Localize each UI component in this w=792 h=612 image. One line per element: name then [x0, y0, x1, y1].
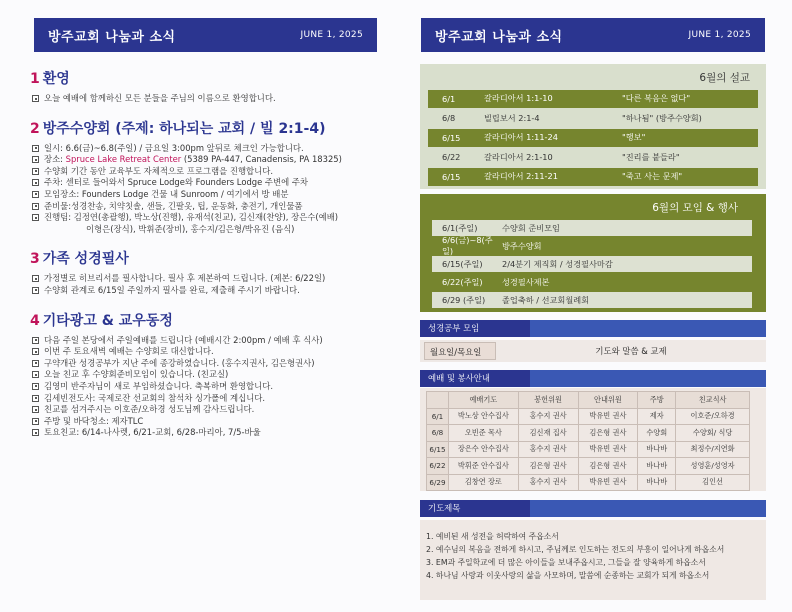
list-item — [30, 358, 385, 370]
section-number: 1 — [30, 71, 40, 87]
item-text: 토요친교: 6/14-나사렛, 6/21-교회, 6/28-마리아, 7/5-바울 — [44, 427, 261, 438]
list-item — [30, 335, 385, 347]
table-cell: 김창연 장로 — [448, 474, 518, 491]
sermon-row — [428, 90, 758, 108]
item-text: 일시: 6.6(금)~6.8(주일) / 금요일 3:00pm 앞뒤로 체크인 가능합니다. — [44, 142, 304, 153]
bullet-icon — [32, 275, 39, 282]
section-title-text: 방주수양회 (주제: 하나되는 교회 / 빌 2:1-4) — [42, 120, 326, 137]
events-schedule-title: 6월의 모임 & 행사 — [652, 202, 738, 214]
left-page-header — [34, 18, 377, 52]
prayer-heading: 기도제목 — [420, 500, 528, 517]
prayer-item: 4. 하나님 사랑과 이웃사랑의 삶을 사모하며, 말씀에 순종하는 교회가 되게 하옵소서 — [426, 571, 710, 580]
bullet-icon — [32, 179, 39, 186]
column-header: 친교식사 — [676, 392, 750, 409]
study-heading-bar — [420, 320, 766, 337]
bullet-icon — [32, 156, 39, 163]
venue-name: Spruce Lake Retreat Center — [65, 154, 182, 165]
table-cell: 박유빈 권사 — [578, 474, 638, 491]
list-item — [30, 166, 385, 178]
item-text: 준비물:성경찬송, 치약칫솔, 샌들, 긴팔옷, 팁, 운동화, 충전기, 개인물품 — [44, 200, 303, 211]
announcements — [30, 68, 385, 452]
list-item — [30, 416, 385, 428]
item-text: 김세빈전도사: 국제로잔 선교회의 참석차 싱가폴에 계십니다. — [44, 392, 266, 403]
sermon-title: "다른 복음은 없다" — [622, 93, 691, 104]
sermon-passage: 갈라디아서 2:11-21 — [484, 171, 558, 182]
section-title — [30, 248, 385, 268]
bullet-icon — [32, 191, 39, 198]
table-cell: 바나바 — [638, 474, 676, 491]
table-cell: 최정수/지연화 — [676, 441, 750, 458]
sermon-date: 6/15 — [442, 132, 461, 143]
bullet-icon — [32, 145, 39, 152]
bullet-icon — [32, 429, 39, 436]
section-title — [30, 310, 385, 330]
bullet-icon — [32, 203, 39, 210]
table-cell: 김신재 집사 — [518, 425, 578, 442]
section-title-text: 기타광고 & 교우동정 — [42, 312, 173, 329]
table-cell: 김인선 — [676, 474, 750, 491]
sermon-schedule-title: 6월의 설교 — [699, 72, 750, 84]
prayer-list — [420, 520, 766, 600]
study-desc: 기도와 말씀 & 교제 — [595, 346, 667, 356]
bullet-icon — [32, 287, 39, 294]
prayer-item: 1. 예비된 새 성전을 허락하여 주옵소서 — [426, 532, 559, 541]
event-name: 졸업축하 / 선교회월례회 — [502, 294, 590, 305]
right-page-header — [421, 18, 765, 52]
header-date: JUNE 1, 2025 — [688, 30, 751, 40]
item-text: 이번 주 토요새벽 예배는 수양회로 대신합니다. — [44, 346, 214, 357]
header-title: 방주교회 나눔과 소식 — [435, 29, 563, 45]
list-item — [30, 369, 385, 381]
item-continuation: 이형은(장식), 박휘준(장비), 홍수지/김은형/박유진 (음식) — [86, 223, 295, 234]
column-header: 안내위원 — [578, 392, 638, 409]
list-item — [30, 189, 385, 201]
list-item — [30, 381, 385, 393]
bullet-icon — [32, 383, 39, 390]
sermon-date: 6/1 — [442, 93, 456, 104]
table-cell: 박휘준 안수집사 — [448, 458, 518, 475]
table-cell: 이호준/오하경 — [676, 408, 750, 425]
section-title-text: 환영 — [42, 71, 70, 87]
list-item — [30, 393, 385, 405]
prayer-heading-bar — [420, 500, 766, 517]
bullet-icon — [32, 418, 39, 425]
prayer-item: 3. EM과 주일학교에 더 많은 아이들을 보내주옵시고, 그들을 잘 양육하게 하옵소서 — [426, 558, 706, 567]
header-title: 방주교회 나눔과 소식 — [48, 29, 176, 45]
table-cell: 박유빈 권사 — [578, 441, 638, 458]
sermon-passage: 빌립보서 2:1-4 — [484, 112, 540, 123]
event-date: 6/22(주일) — [442, 276, 483, 287]
item-text: 모임장소: Founders Lodge 건물 내 Sunroom / 여기에서 방 배분 — [44, 188, 289, 199]
item-text: (5389 PA-447, Canadensis, PA 18325) — [181, 154, 342, 165]
column-header: 봉헌위원 — [518, 392, 578, 409]
list-item — [30, 212, 385, 235]
event-date: 6/15(주일) — [442, 258, 483, 269]
item-text: 김영미 반주자님이 새로 부임하셨습니다. 축복하며 환영합니다. — [44, 380, 273, 391]
bullet-icon — [32, 168, 39, 175]
table-cell: 수양회/ 식당 — [676, 425, 750, 442]
item-text: 주차: 센터로 들어와서 Spruce Lodge와 Founders Lodge 주변에 주차 — [44, 177, 309, 188]
item-text: 오늘 예배에 함께하신 모든 분들을 주님의 이름으로 환영합니다. — [44, 93, 276, 103]
sermon-title: "죽고 사는 문제" — [622, 171, 683, 182]
event-date: 6/6(금)~8(주일) — [442, 235, 493, 256]
bullet-icon — [32, 395, 39, 402]
sermon-row — [428, 109, 758, 127]
event-row — [432, 220, 752, 236]
event-row — [432, 256, 752, 272]
event-name: 수양회 준비모임 — [502, 222, 560, 233]
service-heading: 예배 및 봉사안내 — [420, 370, 528, 387]
item-text: 구약개관 성경공부가 지난 주에 종강하였습니다. (홍수지권사, 김은형권사) — [44, 357, 315, 368]
sermon-row — [428, 168, 758, 186]
table-cell: 김은형 권사 — [578, 458, 638, 475]
service-date: 6/22 — [427, 458, 449, 475]
table-cell: 오빈준 목사 — [448, 425, 518, 442]
section-title-text: 가족 성경필사 — [42, 251, 129, 268]
bullet-icon — [32, 360, 39, 367]
list-item — [30, 427, 385, 439]
sermon-schedule — [420, 64, 766, 189]
bullet-icon — [32, 95, 39, 102]
sermon-title: "하나됨" (방주수양회) — [622, 112, 702, 123]
column-header: 주방 — [638, 392, 676, 409]
item-text: 수양회 기간 동안 교육부도 자체적으로 프로그램을 진행합니다. — [44, 165, 273, 176]
event-name: 방주수양회 — [502, 240, 542, 251]
list-item — [30, 404, 385, 416]
table-row — [427, 458, 750, 475]
service-date: 6/15 — [427, 441, 449, 458]
item-text: 장소: — [44, 154, 66, 165]
item-text: 수양회 관계로 6/15일 주일까지 필사를 완료, 제출해 주시기 바랍니다. — [44, 284, 300, 295]
table-cell: 김은형 권사 — [518, 458, 578, 475]
table-row — [427, 474, 750, 491]
sermon-title: "진리를 붙들라" — [622, 151, 680, 162]
table-cell: 홍수지 권사 — [518, 408, 578, 425]
section-4 — [30, 310, 385, 439]
header-date: JUNE 1, 2025 — [300, 30, 363, 40]
event-row — [432, 274, 752, 290]
item-text: 진행팀: 김정연(총괄행), 박노상(진행), 유재석(친교), 김신재(찬양), 장은수(예배) — [44, 212, 339, 223]
table-cell: 바나바 — [638, 441, 676, 458]
service-date: 6/1 — [427, 408, 449, 425]
table-cell: 박유빈 권사 — [578, 408, 638, 425]
table-row — [427, 425, 750, 442]
service-table-container — [420, 388, 766, 491]
event-name: 성경필사제본 — [502, 276, 550, 287]
list-item — [30, 201, 385, 213]
item-text: 다음 주일 본당에서 주일예배를 드립니다 (예배시간 2:00pm / 예배 후 식사) — [44, 334, 323, 345]
list-item — [30, 143, 385, 155]
event-date: 6/29 (주일) — [442, 294, 486, 305]
list-item — [30, 177, 385, 189]
sermon-row — [428, 148, 758, 166]
sermon-date: 6/8 — [442, 113, 456, 124]
item-text: 주방 및 바닥청소: 제자TLC — [44, 415, 144, 426]
section-number: 3 — [30, 251, 40, 268]
table-cell: 박노상 안수집사 — [448, 408, 518, 425]
study-day: 월요일/목요일 — [424, 342, 496, 360]
service-heading-bar — [420, 370, 766, 387]
section-number: 2 — [30, 120, 40, 137]
event-row — [432, 235, 752, 256]
section-title — [30, 118, 385, 138]
item-text: 친교를 섬겨주시는 이호준/오하경 성도님께 감사드립니다. — [44, 404, 255, 415]
table-cell: 수양회 — [638, 425, 676, 442]
table-row — [427, 441, 750, 458]
column-header — [427, 392, 449, 409]
column-header: 예배기도 — [448, 392, 518, 409]
table-cell: 제자 — [638, 408, 676, 425]
table-cell: 홍수지 권사 — [518, 474, 578, 491]
service-date: 6/8 — [427, 425, 449, 442]
study-info — [420, 340, 766, 362]
table-cell: 김은형 권사 — [578, 425, 638, 442]
study-heading: 성경공부 모임 — [420, 320, 528, 337]
table-cell: 홍수지 권사 — [518, 441, 578, 458]
event-date: 6/1(주일) — [442, 222, 478, 233]
sermon-title: "행보" — [622, 132, 646, 143]
sermon-passage: 갈라디아서 1:1-10 — [484, 93, 553, 104]
sermon-date: 6/15 — [442, 171, 461, 182]
events-schedule — [420, 194, 766, 312]
bullet-icon — [32, 348, 39, 355]
prayer-item: 2. 예수님의 복음을 전하게 하시고, 주님께로 인도하는 전도의 부흥이 일어나게 하옵소서 — [426, 545, 725, 554]
section-2 — [30, 118, 385, 236]
sermon-date: 6/22 — [442, 152, 461, 163]
bullet-icon — [32, 406, 39, 413]
service-date: 6/29 — [427, 474, 449, 491]
section-1 — [30, 68, 385, 105]
section-title — [30, 68, 385, 88]
service-table — [426, 391, 750, 491]
bullet-icon — [32, 214, 39, 221]
list-item — [30, 93, 385, 105]
sermon-passage: 갈라디아서 2:1-10 — [484, 151, 553, 162]
sermon-passage: 갈라디아서 1:11-24 — [484, 132, 558, 143]
bullet-icon — [32, 337, 39, 344]
item-text: 오늘 친교 후 수양회준비모임이 있습니다. (친교실) — [44, 369, 229, 380]
event-row — [432, 292, 752, 308]
table-cell: 바나바 — [638, 458, 676, 475]
section-number: 4 — [30, 312, 40, 329]
list-item — [30, 273, 385, 285]
event-name: 2/4분기 제직회 / 성경필사마감 — [502, 258, 613, 269]
table-cell: 장은수 안수집사 — [448, 441, 518, 458]
list-item — [30, 285, 385, 297]
item-text: 가정별로 히브리서를 필사합니다. 필사 후 제본하여 드립니다. (제본: 6/22일) — [44, 273, 326, 284]
table-row — [427, 408, 750, 425]
table-cell: 성영훈/성영자 — [676, 458, 750, 475]
sermon-row — [428, 129, 758, 147]
list-item — [30, 154, 385, 166]
bullet-icon — [32, 371, 39, 378]
section-3 — [30, 248, 385, 296]
list-item — [30, 346, 385, 358]
